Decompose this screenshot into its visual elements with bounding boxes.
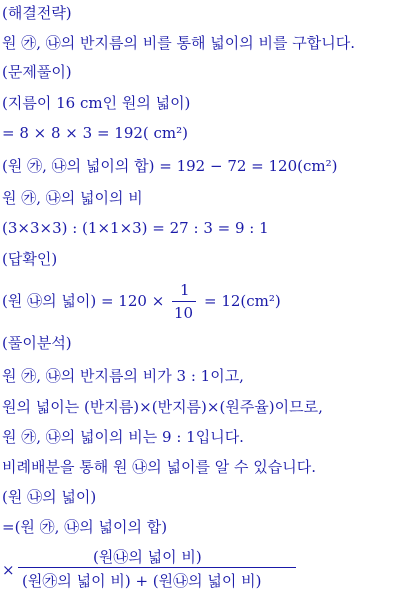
strategy-text: 원 ㉮, ㉯의 반지름의 비를 통해 넓이의 비를 구합니다. [2,34,355,52]
solution-line-5: (3×3×3) : (1×1×3) = 27 : 3 = 9 : 1 [2,219,269,237]
check-denominator: 10 [174,304,194,322]
heading-solution: (문제풀이) [2,63,72,81]
final-denominator: (원㉮의 넓이 비) + (원㉯의 넓이 비) [22,572,262,590]
check-suffix: = 12(cm²) [204,292,281,310]
check-fraction [170,281,200,323]
check-numerator: 1 [180,281,190,299]
analysis-line-5: (원 ㉯의 넓이) [2,488,97,506]
solution-line-2: = 8 × 8 × 3 = 192( cm²) [2,124,189,142]
analysis-line-1: 원 ㉮, ㉯의 반지름의 비가 3 : 1이고, [2,367,244,385]
heading-check: (답확인) [2,250,58,268]
final-fraction [18,546,298,590]
final-fraction-bar [18,567,296,568]
check-prefix: (원 ㉯의 넓이) = 120 × [2,292,165,310]
analysis-line-4: 비례배분을 통해 원 ㉯의 넓이를 알 수 있습니다. [2,458,316,476]
heading-strategy: (해결전략) [2,4,72,22]
final-numerator: (원㉯의 넓이 비) [93,548,202,566]
solution-line-1: (지름이 16 cm인 원의 넓이) [2,94,191,112]
solution-line-4: 원 ㉮, ㉯의 넓이의 비 [2,189,143,207]
analysis-line-6: =(원 ㉮, ㉯의 넓이의 합) [2,518,168,536]
analysis-line-3: 원 ㉮, ㉯의 넓이의 비는 9 : 1입니다. [2,428,244,446]
analysis-line-2: 원의 넓이는 (반지름)×(반지름)×(원주율)이므로, [2,398,323,416]
final-prefix: × [2,561,15,579]
heading-analysis: (풀이분석) [2,334,72,352]
check-fraction-bar [172,301,196,302]
solution-line-3: (원 ㉮, ㉯의 넓이의 합) = 192 − 72 = 120(cm²) [2,157,338,175]
